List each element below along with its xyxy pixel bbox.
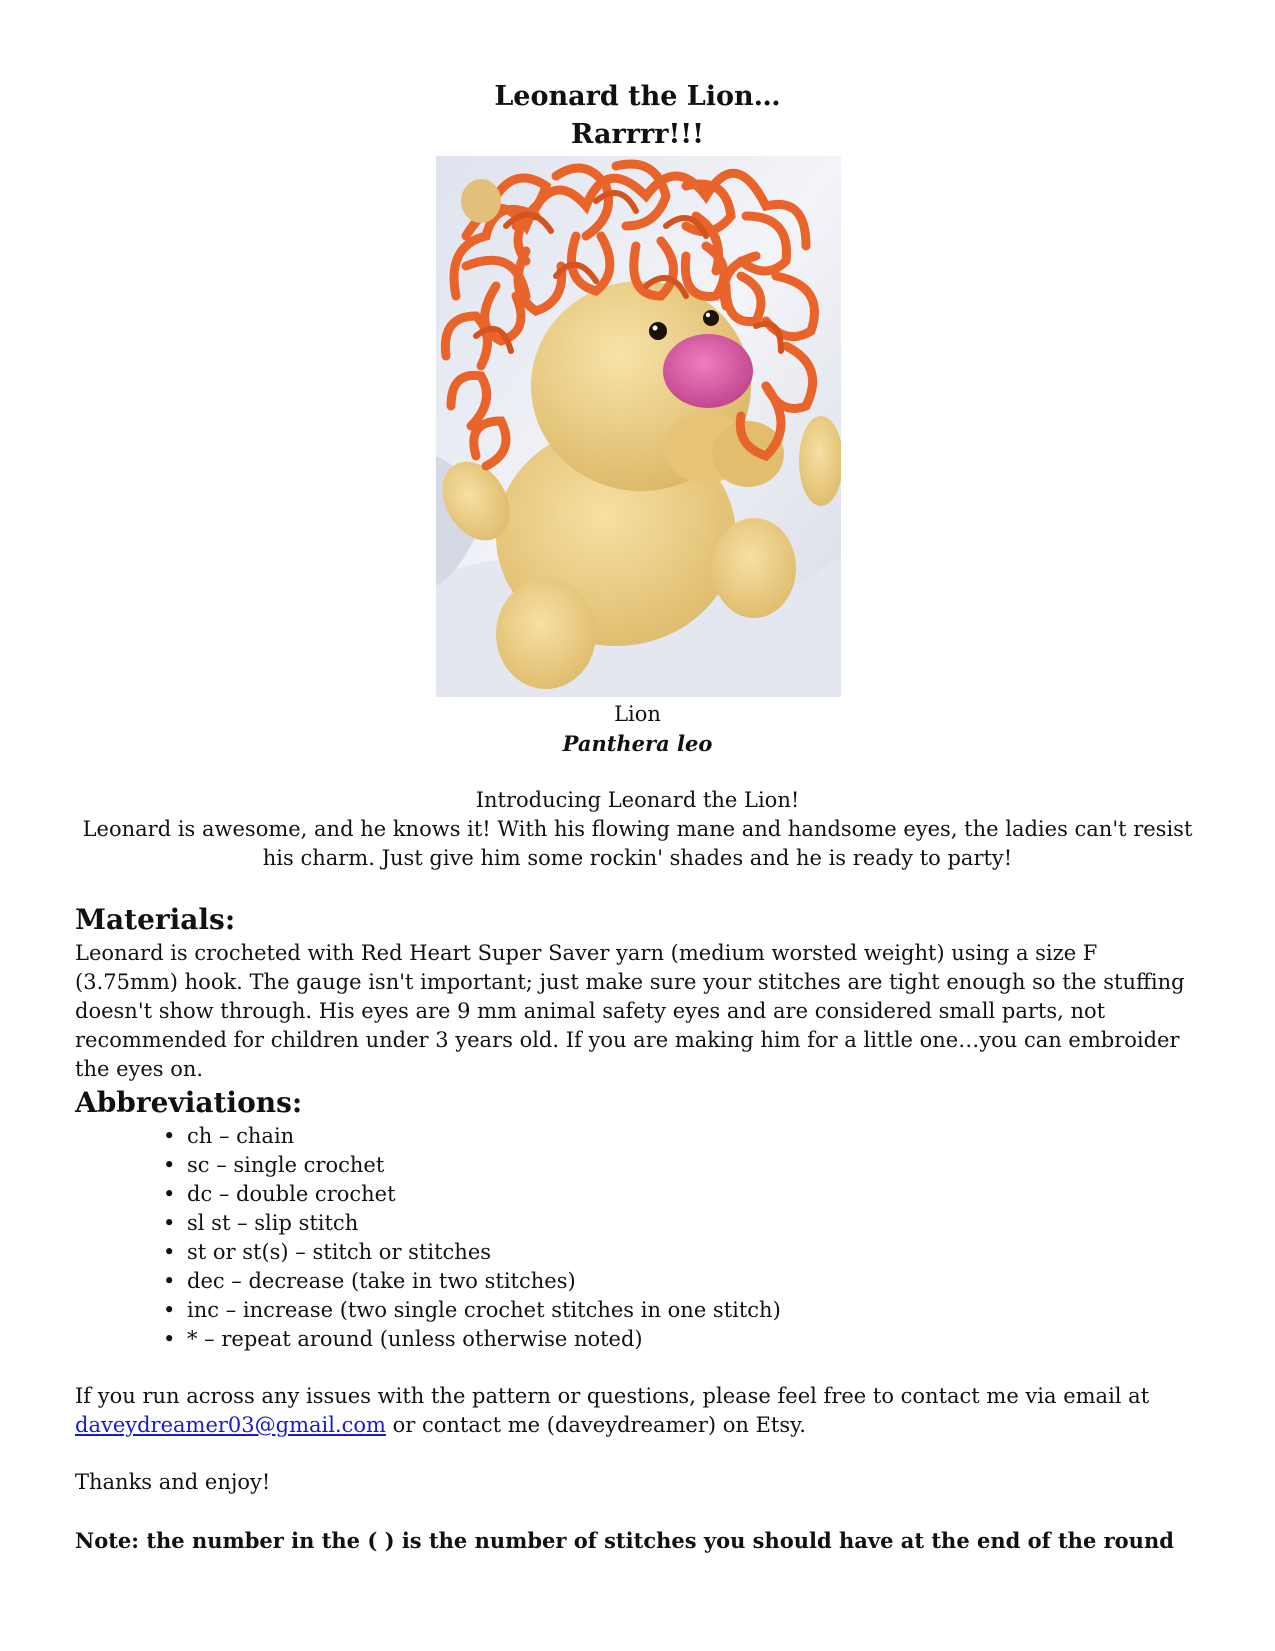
contact-paragraph <box>75 1382 1205 1440</box>
title-line-1: Leonard the Lion… <box>494 81 781 112</box>
lion-photo <box>436 156 841 697</box>
abbreviation-item: • sc – single crochet <box>163 1151 781 1180</box>
lion-nose <box>663 334 753 408</box>
abbreviation-item: • dc – double crochet <box>163 1180 781 1209</box>
stitch-count-note: Note: the number in the ( ) is the number of stitches you should have at the end of the round <box>75 1528 1174 1553</box>
abbreviation-item: • * – repeat around (unless otherwise noted) <box>163 1325 781 1354</box>
materials-body: Leonard is crocheted with Red Heart Super Saver yarn (medium worsted weight) using a size F (3.75mm) hook. The gauge isn't important; just make sure your stitches are tight enough so the stuffing doesn't show through. His eyes are 9 mm animal safety eyes and are considered small parts, not recommended for children under 3 years old. If you are making him for a little one…you can embroider the eyes on. <box>75 941 1185 1081</box>
materials-heading: Materials: <box>75 903 236 936</box>
abbreviation-item: • inc – increase (two single crochet stitches in one stitch) <box>163 1296 781 1325</box>
photo-caption-common-name: Lion <box>614 702 661 726</box>
abbreviation-item: • sl st – slip stitch <box>163 1209 781 1238</box>
intro-body: Leonard is awesome, and he knows it! With his flowing mane and handsome eyes, the ladies can't resist his charm. Just give him some rockin' shades and he is ready to party! <box>82 817 1193 870</box>
contact-text-after: or contact me (daveydreamer) on Etsy. <box>385 1413 806 1437</box>
abbreviations-list <box>163 1122 781 1354</box>
abbreviation-item: • ch – chain <box>163 1122 781 1151</box>
thanks-line: Thanks and enjoy! <box>75 1470 271 1494</box>
lion-leg-left <box>496 579 596 689</box>
abbreviation-item: • dec – decrease (take in two stitches) <box>163 1267 781 1296</box>
photo-caption-scientific-name: Panthera leo <box>562 731 713 756</box>
lion-eye-right <box>703 310 719 326</box>
contact-text-before: If you run across any issues with the pattern or questions, please feel free to contact me via email at <box>75 1384 1150 1408</box>
abbreviations-heading: Abbreviations: <box>75 1086 303 1119</box>
intro-heading-line: Introducing Leonard the Lion! <box>475 788 800 812</box>
title-line-2: Rarrrr!!! <box>570 119 704 150</box>
lion-leg-right <box>712 518 796 618</box>
intro-section <box>75 786 1200 873</box>
email-link[interactable]: daveydreamer03@gmail.com <box>75 1413 386 1437</box>
abbreviation-item: • st or st(s) – stitch or stitches <box>163 1238 781 1267</box>
lion-eye-left <box>649 322 667 340</box>
lion-arm-right <box>799 416 841 506</box>
